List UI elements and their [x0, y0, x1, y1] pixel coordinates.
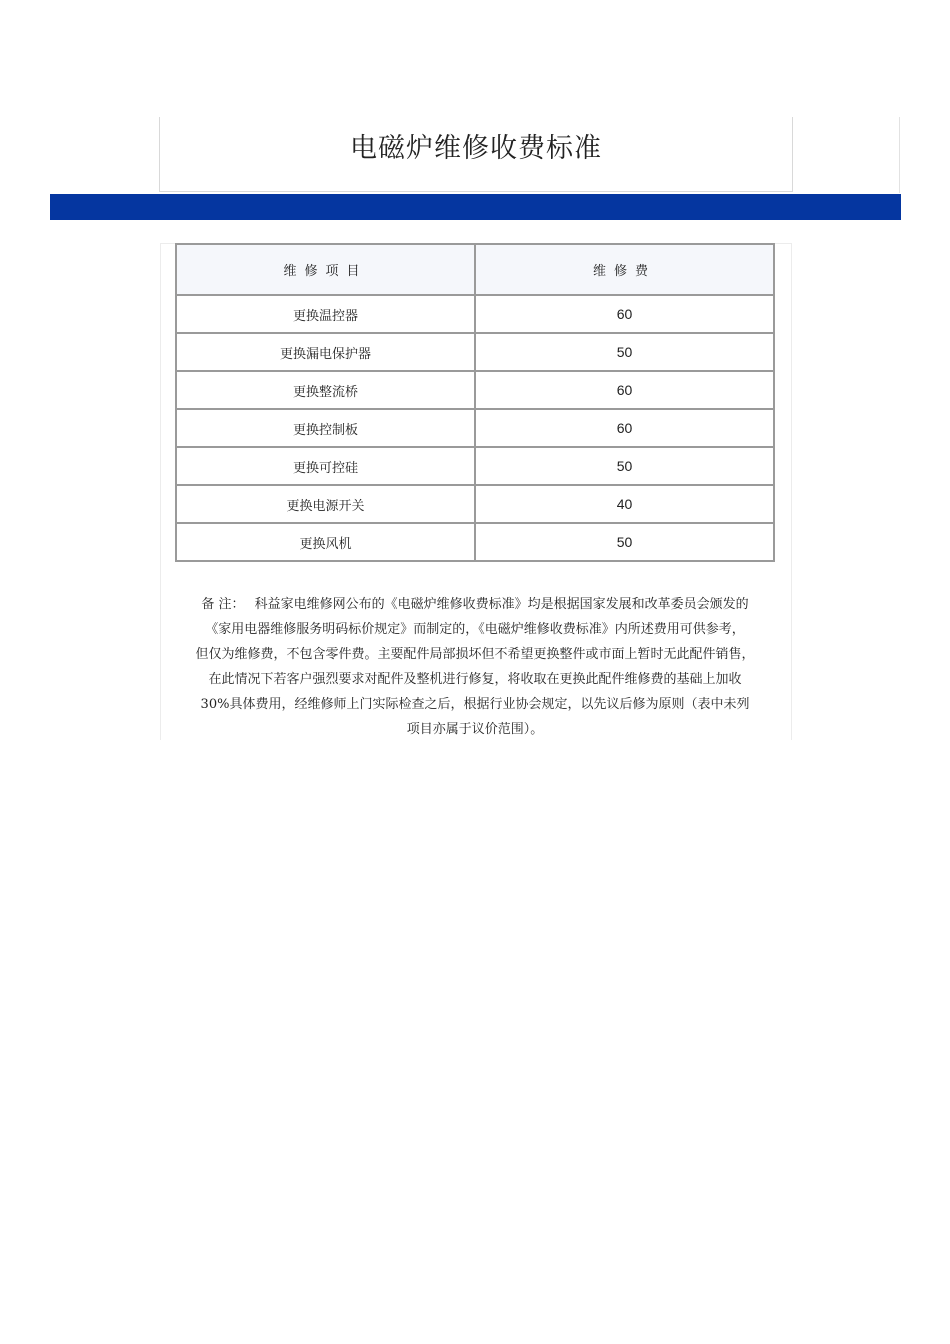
column-header-item: 维修项目: [177, 245, 476, 296]
repair-fee-cell: 50: [476, 448, 775, 486]
table-row: [177, 524, 775, 562]
repair-item-cell: 更换漏电保护器: [177, 334, 476, 372]
note-line: 但仅为维修费，不包含零件费。主要配件局部损坏但不希望更换整件或市面上暂时无此配件销售，: [195, 647, 755, 662]
remarks-note: [175, 592, 775, 742]
table-row: [177, 486, 775, 524]
divider-line: [899, 117, 900, 193]
repair-fee-cell: 50: [476, 334, 775, 372]
repair-fee-cell: 60: [476, 410, 775, 448]
note-line: 备 注： 科益家电维修网公布的《电磁炉维修收费标准》均是根据国家发展和改革委员会颁发的: [201, 597, 749, 612]
note-line: 30%具体费用，经维修师上门实际检查之后，根据行业协会规定，以先议后修为原则（表中未列: [200, 697, 750, 712]
table-row: [177, 448, 775, 486]
column-header-fee: 维修费: [476, 245, 775, 296]
page-title: 电磁炉维修收费标准: [350, 132, 602, 164]
fee-table: [175, 243, 775, 562]
note-line: 项目亦属于议价范围）。: [406, 722, 544, 737]
repair-fee-cell: 50: [476, 524, 775, 562]
table-row: [177, 334, 775, 372]
repair-fee-cell: 40: [476, 486, 775, 524]
repair-item-cell: 更换风机: [177, 524, 476, 562]
note-label: 备 注：: [201, 597, 245, 612]
table-row: [177, 296, 775, 334]
note-line: 《家用电器维修服务明码标价规定》而制定的，《电磁炉维修收费标准》内所述费用可供参考，: [205, 622, 745, 637]
repair-item-cell: 更换整流桥: [177, 372, 476, 410]
title-box: [159, 117, 793, 192]
table-row: [177, 372, 775, 410]
blue-banner: [50, 194, 901, 220]
repair-item-cell: 更换电源开关: [177, 486, 476, 524]
repair-item-cell: 更换控制板: [177, 410, 476, 448]
repair-fee-cell: 60: [476, 372, 775, 410]
table-header-row: [177, 245, 775, 296]
repair-fee-cell: 60: [476, 296, 775, 334]
table-row: [177, 410, 775, 448]
note-line: 在此情况下若客户强烈要求对配件及整机进行修复，将收取在更换此配件维修费的基础上加收: [208, 672, 742, 687]
repair-item-cell: 更换可控硅: [177, 448, 476, 486]
repair-item-cell: 更换温控器: [177, 296, 476, 334]
